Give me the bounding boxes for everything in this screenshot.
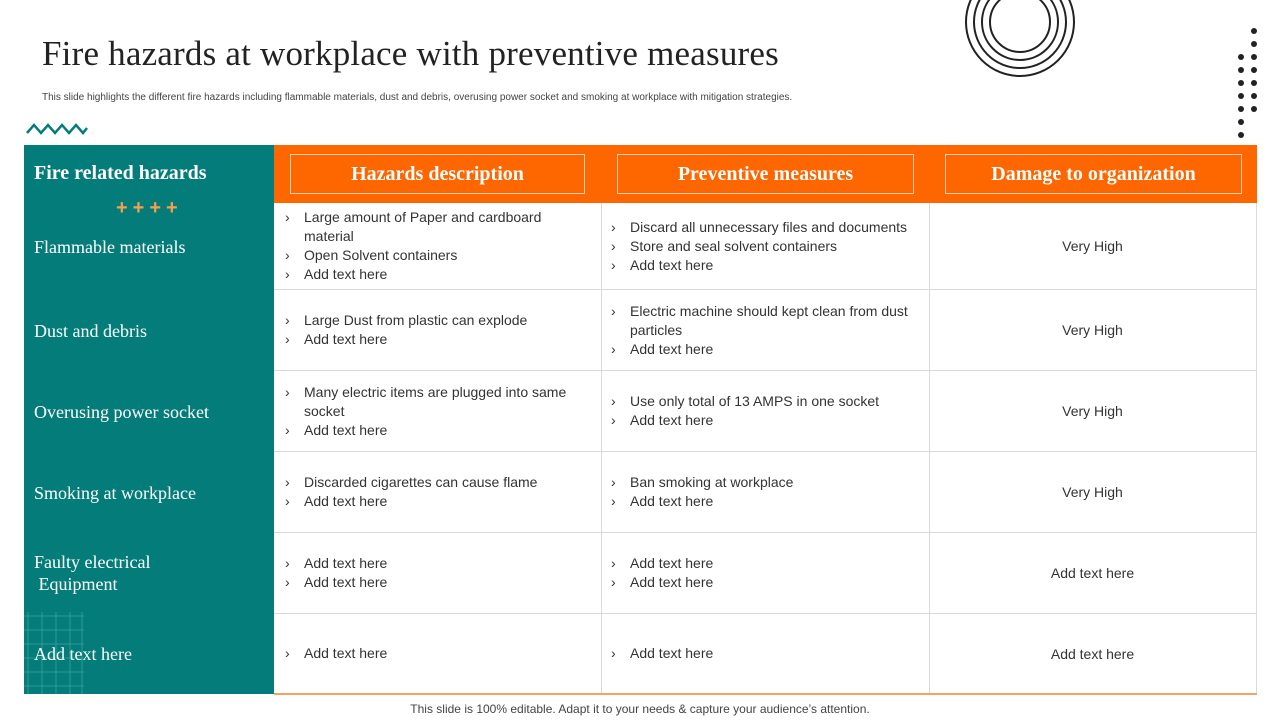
hazard-label: Add text here — [34, 644, 132, 664]
list-item: › Electric machine should kept clean from dust particles — [611, 302, 911, 340]
table-cell-description — [285, 371, 585, 451]
list-item: › Large amount of Paper and cardboard material — [285, 208, 585, 246]
table-cell-damage: Add text here — [1050, 645, 1135, 662]
hazard-label: Smoking at workplace — [34, 483, 196, 503]
zigzag-decoration — [26, 122, 88, 136]
list-item: › Add text here — [611, 492, 793, 511]
table-cell-description — [285, 290, 585, 370]
list-item: › Add text here — [285, 492, 537, 511]
slide-title: Fire hazards at workplace with preventive measures — [42, 34, 779, 73]
table-cell-measures — [611, 533, 921, 613]
fire-hazards-column-header: Fire related hazards — [34, 162, 207, 184]
slide-subtitle: This slide highlights the different fire hazards including flammable materials, dust and debris, overusing power socket and smoking at workplace with mitigation strategies. — [42, 92, 793, 103]
column-divider — [1256, 203, 1257, 694]
dot-grid-decoration — [1232, 26, 1262, 142]
table-cell-damage: Very High — [1062, 403, 1123, 419]
hazard-label: Faulty electrical Equipment — [34, 552, 151, 594]
table-cell-measures — [611, 614, 921, 693]
table-cell-description — [285, 614, 585, 693]
table-cell-description — [285, 533, 585, 613]
hazard-label: Overusing power socket — [34, 402, 209, 422]
list-item: › Add text here — [611, 340, 911, 359]
plus-decoration: ++++ — [116, 197, 183, 219]
list-item: › Add text here — [285, 421, 585, 440]
preventive-measures-header: Preventive measures — [617, 154, 914, 194]
list-item: › Add text here — [285, 573, 387, 592]
table-cell-measures — [611, 290, 911, 370]
list-item: › Ban smoking at workplace — [611, 473, 793, 492]
list-item: › Add text here — [285, 330, 527, 349]
hazard-label: Flammable materials — [34, 237, 186, 257]
hazard-label: Dust and debris — [34, 321, 147, 341]
table-cell-damage: Add text here — [1050, 565, 1135, 581]
table-cell-measures — [611, 371, 921, 451]
damage-to-organization-header: Damage to organization — [945, 154, 1242, 194]
list-item: › Add text here — [611, 411, 879, 430]
list-item: › Add text here — [611, 573, 713, 592]
list-item: › Discarded cigarettes can cause flame — [285, 473, 537, 492]
list-item: › Add text here — [611, 644, 713, 663]
table-bottom-border — [274, 693, 1257, 695]
slide-footer: This slide is 100% editable. Adapt it to your needs & capture your audience’s attention. — [410, 702, 870, 716]
hazards-description-header: Hazards description — [290, 154, 585, 194]
table-cell-measures — [611, 203, 921, 289]
list-item: › Many electric items are plugged into same socket — [285, 383, 585, 421]
list-item: › Large Dust from plastic can explode — [285, 311, 527, 330]
column-divider — [601, 203, 602, 694]
list-item: › Discard all unnecessary files and documents — [611, 218, 907, 237]
table-cell-damage: Very High — [1062, 238, 1123, 254]
list-item: › Add text here — [285, 554, 387, 573]
table-cell-measures — [611, 452, 921, 532]
table-cell-damage: Very High — [1062, 484, 1123, 500]
table-cell-description — [285, 203, 585, 289]
list-item: › Open Solvent containers — [285, 246, 585, 265]
list-item: › Add text here — [285, 265, 585, 284]
list-item: › Add text here — [611, 256, 907, 275]
list-item: › Store and seal solvent containers — [611, 237, 907, 256]
list-item: › Add text here — [611, 554, 713, 573]
list-item: › Use only total of 13 AMPS in one socket — [611, 392, 879, 411]
table-cell-description — [285, 452, 585, 532]
concentric-circles-decoration — [960, 0, 1080, 82]
table-cell-damage: Very High — [1062, 322, 1123, 338]
list-item: › Add text here — [285, 644, 387, 663]
